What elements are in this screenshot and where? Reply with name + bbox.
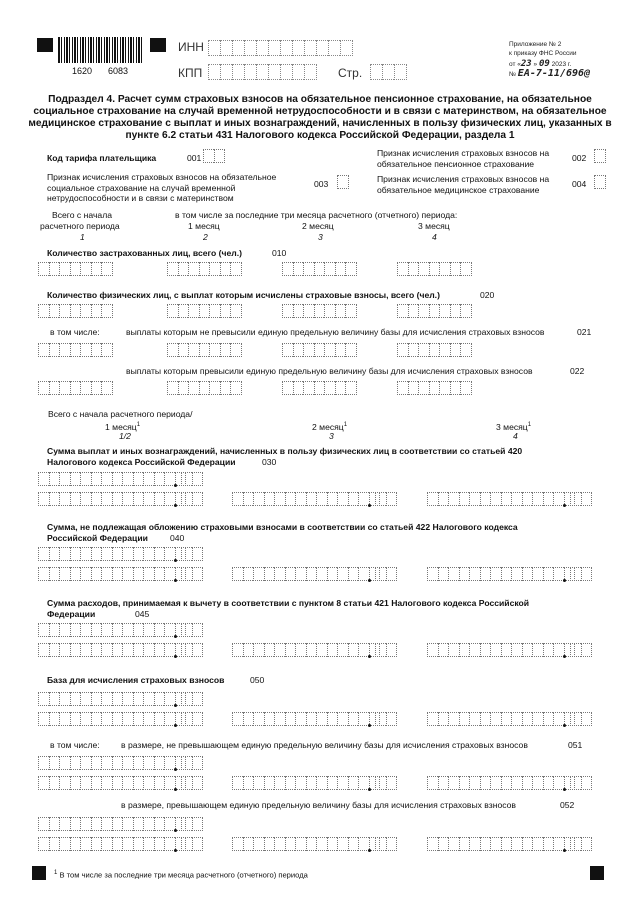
row-051-m1-field[interactable]	[38, 776, 186, 790]
row-010-m3-field[interactable]	[397, 262, 472, 276]
decimal-dot	[368, 724, 371, 727]
row-045-m2-kop[interactable]	[375, 643, 397, 657]
col2-m3-label: 3 месяц$^1$	[496, 421, 532, 432]
corner-marker-bottom-right	[590, 866, 604, 880]
decimal-dot	[563, 788, 566, 791]
barcode-number-right: 6083	[108, 66, 129, 76]
col-total-label-a: Всего с начала	[52, 210, 112, 220]
pension-sign-field[interactable]	[594, 149, 606, 163]
row-051-total-field[interactable]	[38, 756, 186, 770]
row-045-label: Сумма расходов, принимаемая к вычету в соответствии с пунктом 8 статьи 421 Налогового кодекса Российской Федерации	[47, 598, 530, 619]
decimal-dot	[563, 579, 566, 582]
row-052-m3-field[interactable]	[427, 837, 575, 851]
corner-marker-top-mid	[150, 38, 166, 52]
decimal-dot	[174, 724, 177, 727]
row-010-m1-field[interactable]	[167, 262, 242, 276]
code-051: 051	[568, 740, 583, 750]
decimal-dot	[174, 504, 177, 507]
row-045-m2-field[interactable]	[232, 643, 380, 657]
row-051-m3-field[interactable]	[427, 776, 575, 790]
row-040-m2-kop[interactable]	[375, 567, 397, 581]
row-010-m2-field[interactable]	[282, 262, 357, 276]
decimal-dot	[174, 829, 177, 832]
row-020-total-field[interactable]	[38, 304, 113, 318]
kpp-field[interactable]	[208, 64, 317, 80]
decimal-dot	[368, 788, 371, 791]
decimal-dot	[174, 655, 177, 658]
row-030-total-kop[interactable]	[181, 472, 203, 486]
row-040-m3-field[interactable]	[427, 567, 575, 581]
code-052: 052	[560, 800, 575, 810]
row-045-m3-field[interactable]	[427, 643, 575, 657]
footnote: $^1$ В том числе за последние три месяца расчетного (отчетного) периода	[54, 870, 308, 880]
decimal-dot	[174, 635, 177, 638]
kpp-label: КПП	[178, 66, 203, 80]
inn-field[interactable]	[208, 40, 353, 56]
barcode-number-left: 1620	[72, 66, 93, 76]
barcode-image	[58, 37, 142, 63]
row-022-m3-field[interactable]	[397, 381, 472, 395]
decimal-dot	[563, 655, 566, 658]
decimal-dot	[174, 559, 177, 562]
row-020-m1-field[interactable]	[167, 304, 242, 318]
subsection-title: Подраздел 4. Расчет сумм страховых взносов на обязательное пенсионное страхование, на обязательное социальное страхование на случай временной нетрудоспособности и в связи с материнством, на обязательное медицинское страхование с выплат и иных вознаграждений, начисленных в пользу физических лиц, указанных в пункте 6.2 статьи 431 Налогового кодекса Российской Федерации, раздела 1	[28, 94, 612, 141]
row-052-m2-kop[interactable]	[375, 837, 397, 851]
row-050-label: База для исчисления страховых взносов	[47, 675, 225, 685]
row-030-m2-kop[interactable]	[375, 492, 397, 506]
decimal-dot	[174, 484, 177, 487]
decimal-dot	[368, 579, 371, 582]
decimal-dot	[174, 768, 177, 771]
code-003: 003	[314, 179, 329, 189]
col2-m3-num: 4	[513, 431, 518, 441]
row-052-label: в размере, превышающем единую предельную величину базы для исчисления страховых взносов	[121, 800, 516, 810]
row-050-m1-field[interactable]	[38, 712, 186, 726]
row-022-m1-field[interactable]	[167, 381, 242, 395]
code-001: 001	[187, 153, 202, 163]
row-040-total-field[interactable]	[38, 547, 186, 561]
col2-total-label: Всего с начала расчетного периода/	[48, 409, 193, 419]
row-030-label: Сумма выплат и иных вознаграждений, начисленных в пользу физических лиц в соответствии со статьей 420 Налогового кодекса Российской Федерации	[47, 446, 523, 467]
inn-label: ИНН	[178, 40, 204, 54]
row-030-m3-field[interactable]	[427, 492, 575, 506]
row-050-total-kop[interactable]	[181, 692, 203, 706]
row-020-label: Количество физических лиц, с выплат которым исчислены страховые взносы, всего (чел.)	[47, 290, 440, 300]
row-030-m1-kop[interactable]	[181, 492, 203, 506]
code-020: 020	[480, 290, 495, 300]
code-004: 004	[572, 179, 587, 189]
appendix-line2: к приказу ФНС России	[509, 50, 577, 57]
page-number-field[interactable]	[370, 64, 407, 80]
appendix-date: от «23 » 09 2023 г.	[509, 59, 572, 69]
col-incl-label: в том числе за последние три месяца расчетного (отчетного) периода:	[175, 210, 458, 220]
row-045-m3-kop[interactable]	[570, 643, 592, 657]
col-m2-label: 2 месяц	[302, 221, 334, 231]
row-021-total-field[interactable]	[38, 343, 113, 357]
row-051-m2-kop[interactable]	[375, 776, 397, 790]
row-010-total-field[interactable]	[38, 262, 113, 276]
row-052-total-field[interactable]	[38, 817, 186, 831]
row-040-total-kop[interactable]	[181, 547, 203, 561]
row-040-m1-field[interactable]	[38, 567, 186, 581]
col-total-label-b: расчетного периода	[40, 221, 120, 231]
row-030-m2-field[interactable]	[232, 492, 380, 506]
incl-label-1: в том числе:	[50, 327, 100, 337]
row-030-total-field[interactable]	[38, 472, 186, 486]
row-045-total-kop[interactable]	[181, 623, 203, 637]
row-050-total-field[interactable]	[38, 692, 186, 706]
decimal-dot	[174, 849, 177, 852]
row-051-label: в размере, не превышающем единую предельную величину базы для исчисления страховых взносов	[121, 740, 528, 750]
tariff-code-label: Код тарифа плательщика	[47, 153, 157, 163]
row-050-m1-kop[interactable]	[181, 712, 203, 726]
code-050: 050	[250, 675, 265, 685]
row-050-m3-field[interactable]	[427, 712, 575, 726]
code-030: 030	[262, 457, 277, 467]
pension-sign-label: Признак исчисления страховых взносов на обязательное пенсионное страхование	[377, 148, 550, 169]
row-040-m1-kop[interactable]	[181, 567, 203, 581]
row-051-total-kop[interactable]	[181, 756, 203, 770]
decimal-dot	[174, 579, 177, 582]
code-022: 022	[570, 366, 585, 376]
row-052-total-kop[interactable]	[181, 817, 203, 831]
col2-m1-label: 1 месяц$^1$	[105, 421, 141, 432]
decimal-dot	[563, 724, 566, 727]
decimal-dot	[368, 504, 371, 507]
row-051-m3-kop[interactable]	[570, 776, 592, 790]
corner-marker-top-left	[37, 38, 53, 52]
row-022-label: выплаты которым превысили единую предельную величину базы для исчисления страховых взносов	[126, 366, 533, 376]
row-040-m2-field[interactable]	[232, 567, 380, 581]
code-002: 002	[572, 153, 587, 163]
row-040-label: Сумма, не подлежащая обложению страховыми взносами в соответствии со статьей 422 Налогового кодекса Российской Федерации	[47, 522, 518, 543]
corner-marker-bottom-left	[32, 866, 46, 880]
col-m3-label: 3 месяц	[418, 221, 450, 231]
row-050-m2-kop[interactable]	[375, 712, 397, 726]
row-045-m1-field[interactable]	[38, 643, 186, 657]
tariff-code-field[interactable]	[203, 149, 225, 163]
social-sign-field[interactable]	[337, 175, 349, 189]
row-010-label: Количество застрахованных лиц, всего (чел.)	[47, 248, 242, 258]
col-m3-num: 4	[432, 232, 437, 242]
medical-sign-field[interactable]	[594, 175, 606, 189]
row-052-m1-field[interactable]	[38, 837, 186, 851]
row-022-total-field[interactable]	[38, 381, 113, 395]
code-010: 010	[272, 248, 287, 258]
row-030-m1-field[interactable]	[38, 492, 186, 506]
row-021-m2-field[interactable]	[282, 343, 357, 357]
col-m1-label: 1 месяц	[188, 221, 220, 231]
decimal-dot	[368, 655, 371, 658]
row-020-m2-field[interactable]	[282, 304, 357, 318]
code-045: 045	[135, 609, 150, 619]
appendix-line1: Приложение № 2	[509, 41, 562, 48]
col-m2-num: 3	[318, 232, 323, 242]
decimal-dot	[368, 849, 371, 852]
row-051-m1-kop[interactable]	[181, 776, 203, 790]
row-021-m1-field[interactable]	[167, 343, 242, 357]
appendix-number: № ЕА-7-11/696@	[509, 68, 591, 79]
code-021: 021	[577, 327, 592, 337]
row-051-m2-field[interactable]	[232, 776, 380, 790]
code-040: 040	[170, 533, 185, 543]
row-052-m3-kop[interactable]	[570, 837, 592, 851]
page-label: Стр.	[338, 66, 363, 80]
incl-label-2: в том числе:	[50, 740, 100, 750]
row-021-m3-field[interactable]	[397, 343, 472, 357]
decimal-dot	[174, 788, 177, 791]
row-052-m1-kop[interactable]	[181, 837, 203, 851]
col2-m2-num: 3	[329, 431, 334, 441]
row-022-m2-field[interactable]	[282, 381, 357, 395]
row-030-m3-kop[interactable]	[570, 492, 592, 506]
row-020-m3-field[interactable]	[397, 304, 472, 318]
row-050-m3-kop[interactable]	[570, 712, 592, 726]
row-021-label: выплаты которым не превысили единую предельную величину базы для исчисления страховых взносов	[126, 327, 545, 337]
decimal-dot	[563, 849, 566, 852]
social-sign-label: Признак исчисления страховых взносов на обязательное социальное страхование на случай временной нетрудоспособности и в связи с материнством	[47, 172, 277, 203]
col-m1-num: 2	[203, 232, 208, 242]
col2-m2-label: 2 месяц$^1$	[312, 421, 348, 432]
medical-sign-label: Признак исчисления страховых взносов на обязательное медицинское страхование	[377, 174, 550, 195]
col-total-num: 1	[80, 232, 85, 242]
decimal-dot	[174, 704, 177, 707]
row-052-m2-field[interactable]	[232, 837, 380, 851]
row-045-m1-kop[interactable]	[181, 643, 203, 657]
decimal-dot	[563, 504, 566, 507]
row-050-m2-field[interactable]	[232, 712, 380, 726]
row-045-total-field[interactable]	[38, 623, 186, 637]
col2-m1-num: 1/2	[119, 431, 131, 441]
row-040-m3-kop[interactable]	[570, 567, 592, 581]
